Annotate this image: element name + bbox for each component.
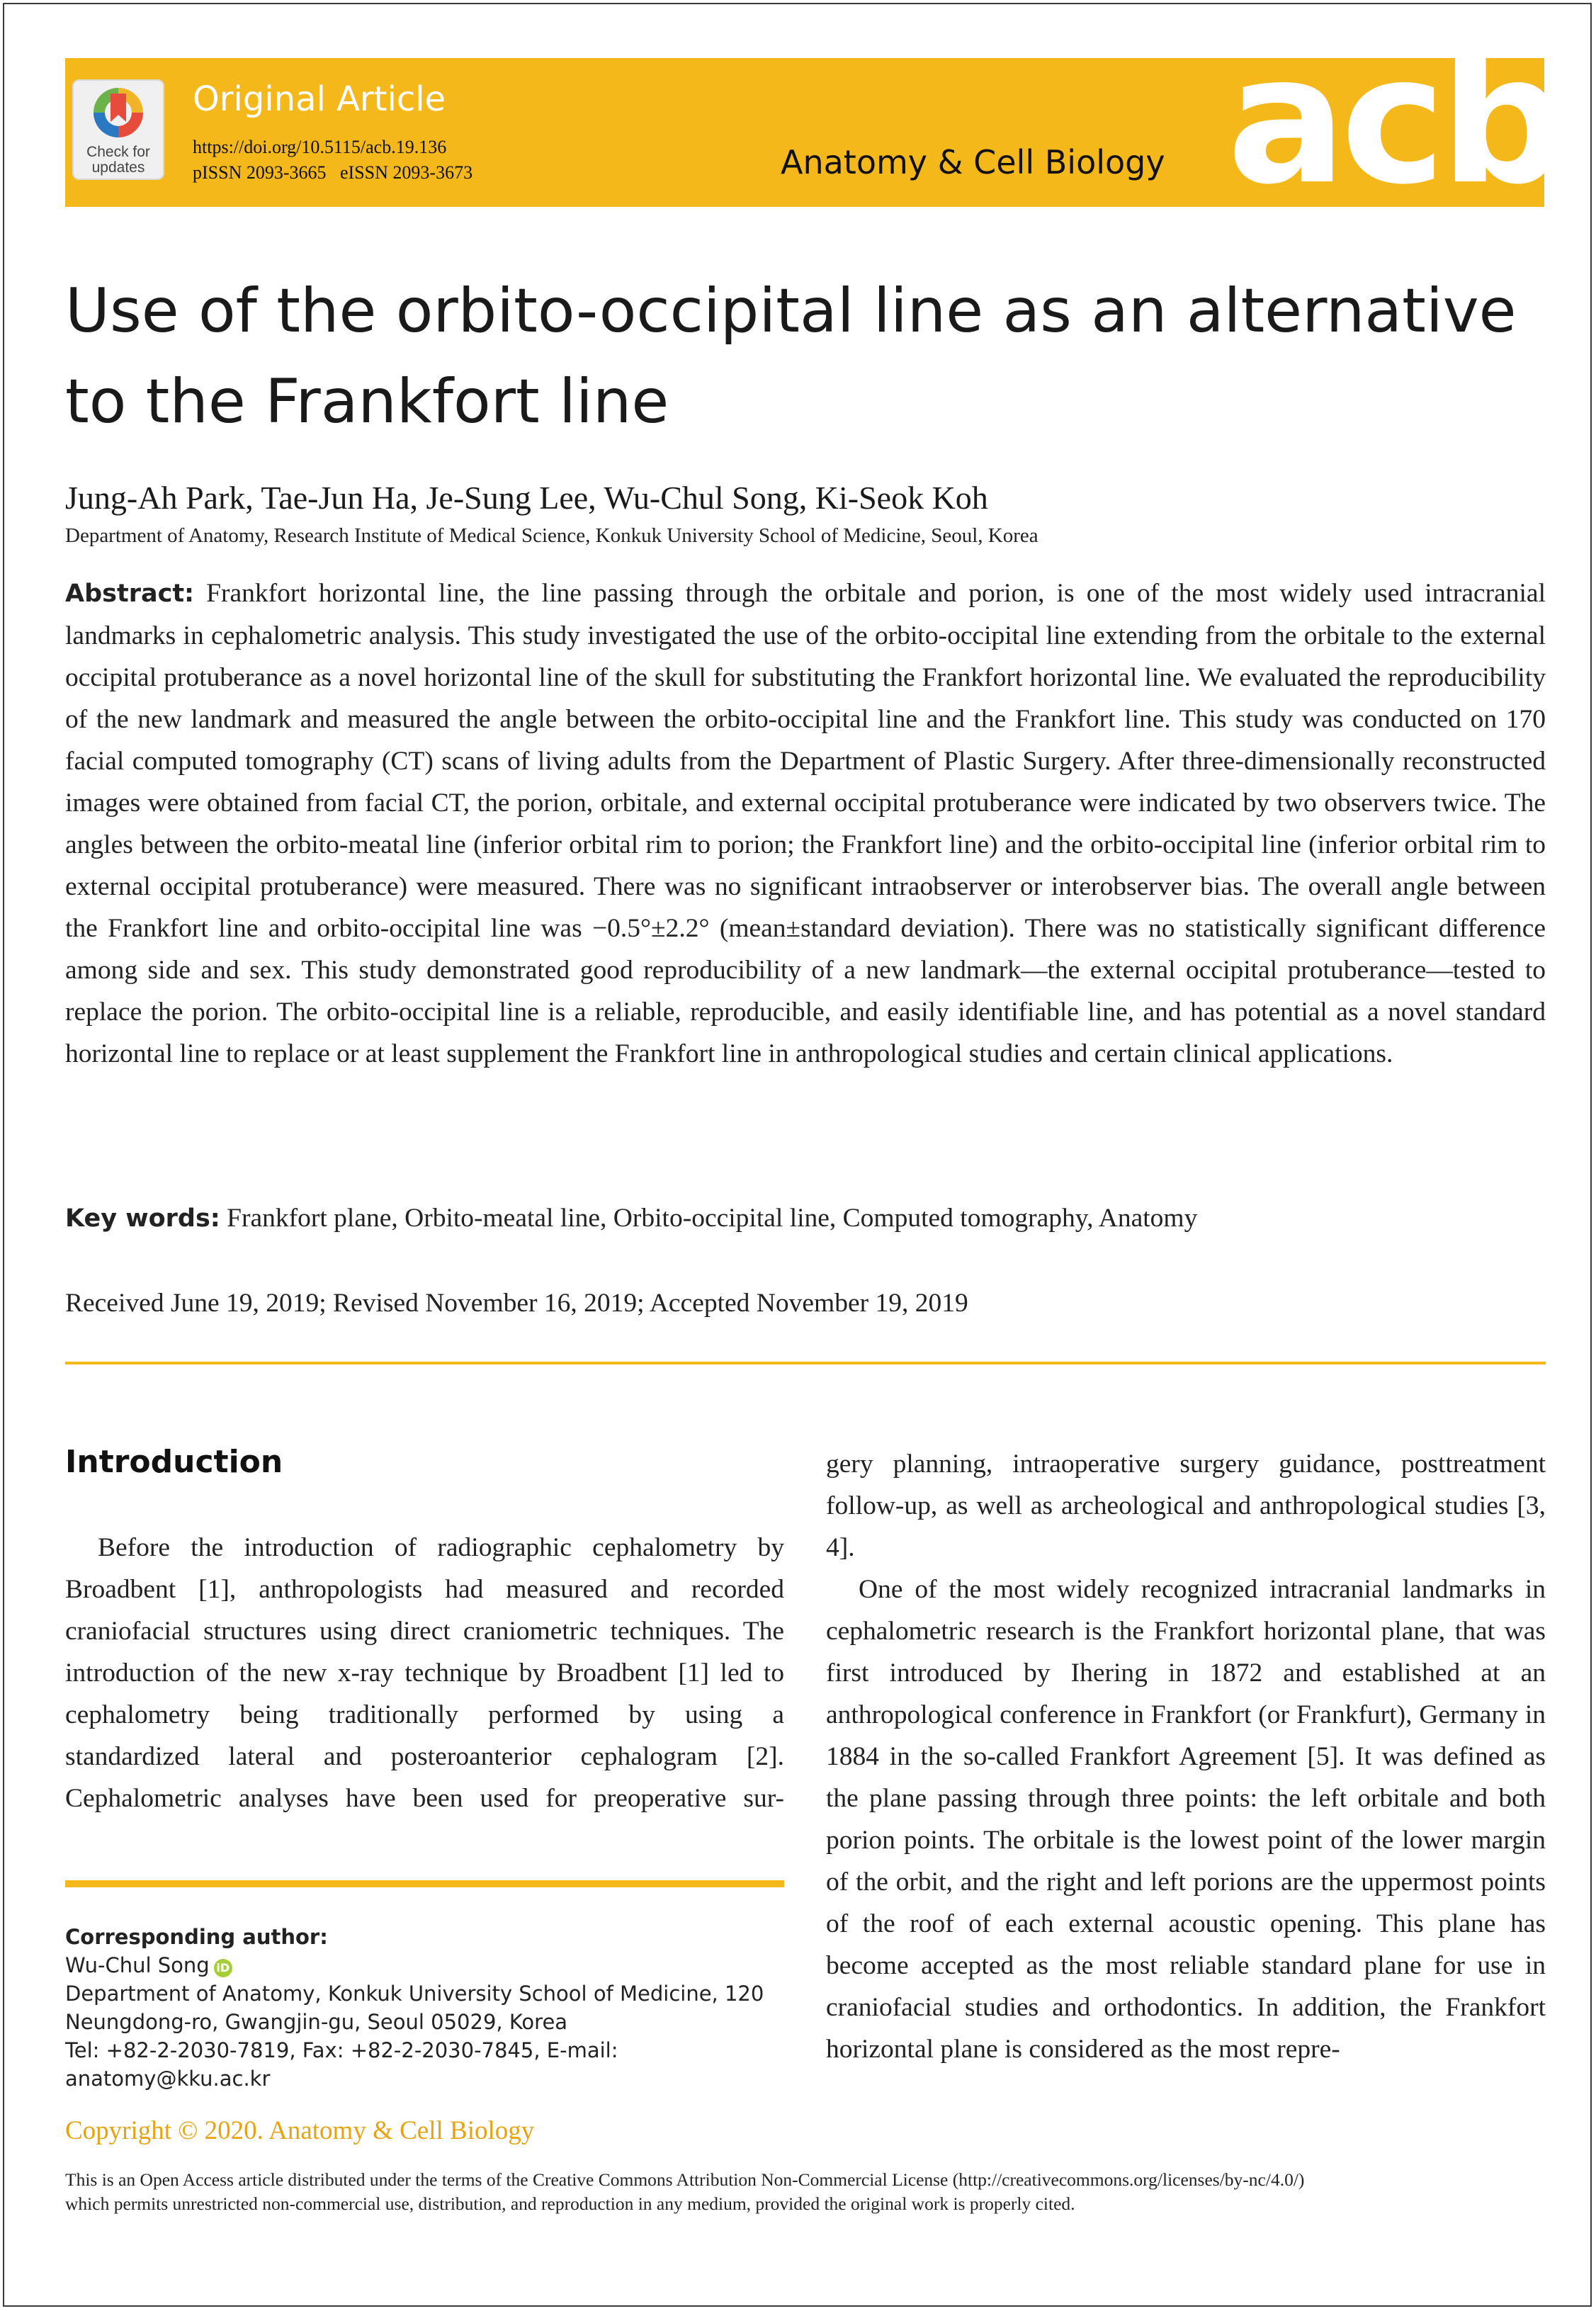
article-dates: Received June 19, 2019; Revised November 16, 2019; Accepted November 19, 2019 — [65, 1289, 968, 1318]
copyright: Copyright © 2020. Anatomy & Cell Biology — [65, 2116, 535, 2145]
check-for-updates-badge[interactable] — [72, 79, 164, 180]
title-line-1: Use of the orbito-occipital line as an alternative — [65, 276, 1517, 346]
doi-link[interactable]: https://doi.org/10.5115/acb.19.136 — [193, 137, 447, 157]
title-line-2: to the Frankfort line — [65, 366, 669, 437]
divider — [65, 1362, 1546, 1364]
intro-paragraph: Before the introduction of radiographic cephalometry by Broadbent [1], anthropologists had measured and recorded craniofacial structures using direct craniometric techniques. The introduction of the new x-ray technique by Broadbent [1] led to cephalometry being traditionally performed by using a standardized lateral and posteroanterior cephalogram [2]. Cephalometric analyses have been used for preoperative sur- — [65, 1533, 784, 1813]
article-title — [65, 266, 1553, 447]
abstract-text: Frankfort horizontal line, the line passing through the orbitale and porion, is one of the most widely used intracranial landmarks in cephalometric analysis. This study investigated the use of the orbito-occipital line extending from the orbitale to the external occipital protuberance as a novel horizontal line of the skull for substituting the Frankfort horizontal line. We evaluated the reproducibility of the new landmark and measured the angle between the orbito-occipital line and the Frankfort line. This study was conducted on 170 facial computed tomography (CT) scans of living adults from the Department of Plastic Surgery. After three-dimensionally reconstructed images were obtained from facial CT, the porion, orbitale, and external occipital protuberance were indicated by two observers twice. The angles between the orbito-meatal line (inferior orbital rim to porion; the Frankfort line) and the orbito-occipital line (inferior orbital rim to external occipital protuberance) were measured. There was no significant intraobserver or interobserver bias. The overall angle between the Frankfort line and orbito-occipital line was −0.5°±2.2° (mean±standard deviation). There was no statistically significant difference among side and sex. This study demonstrated good reproducibility of a new landmark—the external occipital protuberance—tested to replace the porion. The orbito-occipital line is a reliable, reproducible, and easily identifiable line, and has potential as a novel standard horizontal line to replace or at least supplement the Frankfort line in anthropological studies and certain clinical applications. — [65, 579, 1546, 1068]
abstract — [65, 572, 1546, 1075]
issn: pISSN 2093-3665 eISSN 2093-3673 — [193, 162, 473, 183]
correspondence — [65, 1923, 795, 2093]
article-type: Original Article — [193, 79, 446, 119]
corresponding-author-name: Wu-Chul Song — [65, 1953, 210, 1977]
abstract-label: Abstract: — [65, 580, 195, 608]
intro-paragraph: One of the most widely recognized intracranial landmarks in cephalometric research is the Frankfort horizontal plane, that was first introduced by Ihering in 1872 and established at an anthropological conference in Frankfort (or Frankfurt), Germany in 1884 in the so-called Frankfort Agreement [5]. It was defined as the plane passing through three points: the left orbitale and both porion points. The orbitale is the lowest point of the lower margin of the orbit, and the right and left porions are the uppermost points of the roof of each external acoustic opening. This plane has become accepted as the most reliable standard plane for use in craniofacial studies and orthodontics. In addition, the Frankfort horizontal plane is considered as the most repre- — [826, 1575, 1546, 2064]
affiliation: Department of Anatomy, Research Institute of Medical Science, Konkuk University School of Medicine, Seoul, Korea — [65, 524, 1038, 547]
journal-logo: acb — [1227, 17, 1561, 223]
intro-paragraph: gery planning, intraoperative surgery guidance, posttreatment follow-up, as well as archeological and anthropological studies [3, 4]. — [826, 1450, 1546, 1562]
journal-header — [65, 17, 1561, 223]
correspondence-divider — [65, 1880, 784, 1887]
journal-name: Anatomy & Cell Biology — [781, 143, 1165, 181]
intro-left-column — [65, 1527, 784, 1819]
correspondence-label: Corresponding author: — [65, 1925, 328, 1949]
license-line: This is an Open Access article distributed under the terms of the Creative Commons Attribution Non-Commercial License (http://creativecommons.org/licenses/by-nc/4.0/) — [65, 2169, 1305, 2190]
license-notice — [65, 2168, 1546, 2216]
address-line: Department of Anatomy, Konkuk University School of Medicine, 120 — [65, 1982, 764, 2006]
header-meta — [193, 135, 472, 186]
check-updates-label: Check for updates — [86, 144, 150, 176]
keywords — [65, 1203, 1546, 1233]
contact-info: Tel: +82-2-2030-7819, Fax: +82-2-2030-7845, E-mail: anatomy@kku.ac.kr — [65, 2038, 618, 2091]
corresponding-author — [65, 1951, 795, 1979]
keywords-text: Frankfort plane, Orbito-meatal line, Orbito-occipital line, Computed tomography, Anatomy — [227, 1204, 1198, 1233]
license-line: which permits unrestricted non-commercial use, distribution, and reproduction in any medium, provided the original work is properly cited. — [65, 2193, 1075, 2214]
authors: Jung-Ah Park, Tae-Jun Ha, Je-Sung Lee, Wu-Chul Song, Ki-Seok Koh — [65, 480, 988, 516]
section-heading: Introduction — [65, 1444, 283, 1480]
intro-right-column — [826, 1443, 1546, 2070]
keywords-label: Key words: — [65, 1204, 220, 1233]
address-line: Neungdong-ro, Gwangjin-gu, Seoul 05029, Korea — [65, 2010, 568, 2034]
orcid-icon[interactable]: iD — [214, 1959, 232, 1977]
